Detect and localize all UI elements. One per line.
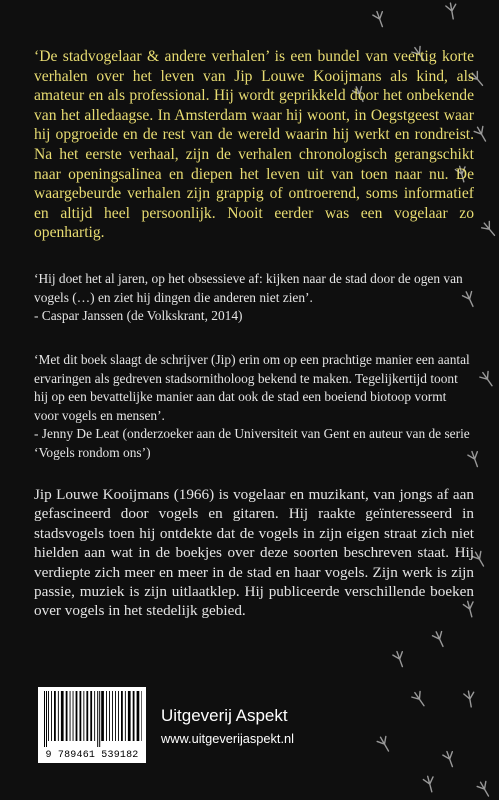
- barcode-bar: [121, 691, 123, 741]
- publisher-name: Uitgeverij Aspekt: [161, 706, 288, 725]
- barcode-bar: [112, 691, 113, 741]
- isbn-barcode: [38, 687, 146, 763]
- bird-footprint-icon: [442, 750, 457, 768]
- barcode-bar: [99, 691, 100, 747]
- review-quote-1-text: ‘Hij doet het al jaren, op het obsessieve af: kijken naar de stad door de ogen van vogels (…) en ziet hij dingen die anderen niet zien’.: [34, 271, 463, 305]
- barcode-bar: [133, 691, 135, 741]
- barcode-bar: [80, 691, 82, 741]
- barcode-bar: [83, 691, 84, 741]
- author-bio: Jip Louwe Kooijmans (1966) is vogelaar en muzikant, van jongs af aan gefascineerd door vogels en gitaren. Hij raakte geïnteresseerd in stadsvogels toen hij ontdekte dat de vogels in zijn eigen straat zich niet hielden aan wat in de boekjes over deze soorten beschreven staat. Hij verdiepte zich meer en meer in de stad en haar vogels. Zijn werk is zijn passie, muziek is zijn uitlaatklep. Hij publiceerde verschillende boeken over vogels in het stedelijk gebied.: [34, 486, 474, 620]
- bird-footprint-icon: [446, 2, 459, 19]
- bird-footprint-icon: [480, 220, 498, 239]
- barcode-bar: [48, 691, 49, 741]
- barcode-bar: [128, 691, 131, 741]
- barcode-bar: [109, 691, 110, 741]
- review-quote-1-source: - Caspar Janssen (de Volkskrant, 2014): [34, 308, 243, 323]
- isbn-number: 9 789461 539182: [45, 750, 139, 761]
- review-quote-2-source: - Jenny De Leat (onderzoeker aan de Universiteit van Gent en auteur van de serie ‘Vogels rondom ons’): [34, 426, 470, 460]
- barcode-bar: [141, 691, 142, 741]
- bird-footprint-icon: [376, 735, 393, 754]
- barcode-bar: [90, 691, 92, 741]
- barcode-bar: [46, 691, 47, 747]
- barcode-bar: [44, 691, 45, 747]
- barcode-bar: [137, 691, 140, 741]
- barcode-bar: [94, 691, 95, 741]
- review-quote-1: [34, 270, 474, 326]
- bird-footprint-icon: [392, 650, 407, 668]
- barcode-bar: [125, 691, 126, 741]
- bird-footprint-icon: [423, 775, 437, 793]
- bird-footprint-icon: [411, 690, 428, 709]
- barcode-bar: [101, 691, 104, 741]
- bird-footprint-icon: [464, 690, 477, 707]
- barcode-bar: [51, 691, 52, 741]
- barcode-bar: [70, 691, 71, 741]
- blurb-text: ‘De stadvogelaar & andere verhalen’ is een bundel van veertig korte verhalen over het leven van Jip Louwe Kooijmans als kind, als amateur en als professional. Hij wordt geprikkeld door het onbekende van het alledaagse. In Amsterdam waar hij woont, in Oegstgeest waar hij opgroeide en de rest van de wereld waarin hij werkt en rondreist. Na het eerste verhaal, zijn de verhalen chronologisch gerangschikt naar openingsalinea en diepen het leven uit van toen naar nu. De waargebeurde verhalen zijn grappig of ontroerend, soms informatief en altijd heel persoonlijk. Nooit eerder was een vogelaar zo openhartig.: [34, 48, 474, 242]
- bird-footprint-icon: [476, 780, 493, 799]
- barcode-bars: [42, 691, 142, 747]
- barcode-bar: [54, 691, 56, 741]
- bird-footprint-icon: [479, 370, 496, 389]
- barcode-bar: [73, 691, 74, 741]
- review-quote-2-text: ‘Met dit boek slaagt de schrijver (Jip) erin om op een prachtige manier een aantal ervaringen als gedreven stadsornitholoog bekend te maken. Tegelijkertijd toont hij op een bevattelijke manier aan dat ook de stad een boeiend biotoop vormt voor vogels en mensen’.: [34, 352, 470, 423]
- bird-footprint-icon: [372, 10, 387, 28]
- barcode-bar: [66, 691, 68, 741]
- publisher-website: www.uitgeverijaspekt.nl: [161, 731, 295, 746]
- barcode-bar: [115, 691, 116, 741]
- barcode-bar: [118, 691, 119, 741]
- barcode-bar: [58, 691, 59, 741]
- review-quote-2: [34, 351, 474, 462]
- barcode-bar: [86, 691, 88, 741]
- barcode-bar: [61, 691, 64, 741]
- barcode-bar: [97, 691, 98, 747]
- barcode-bar: [76, 691, 78, 741]
- bird-footprint-icon: [432, 630, 448, 649]
- barcode-bar: [106, 691, 107, 741]
- bird-footprint-icon: [473, 125, 490, 144]
